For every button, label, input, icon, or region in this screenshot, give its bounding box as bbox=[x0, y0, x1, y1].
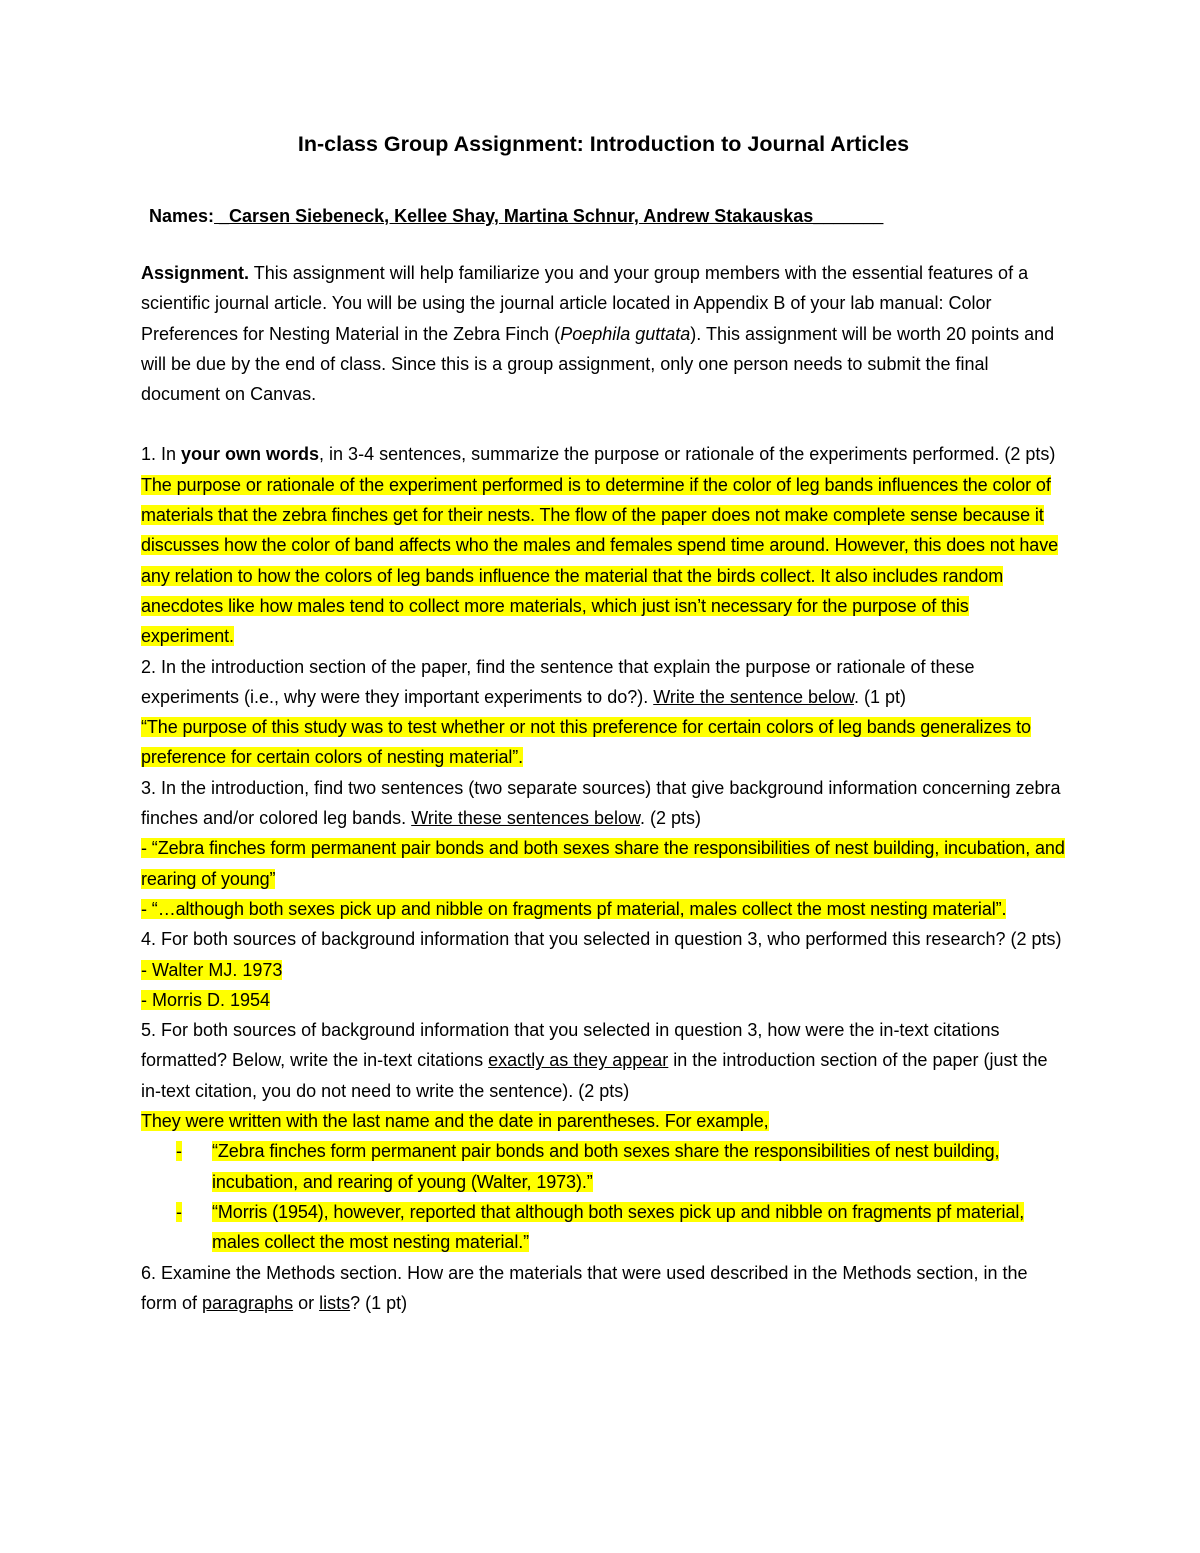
question-6-text: 6. Examine the Methods section. How are the materials that were used described in the Methods section, in the form of bbox=[141, 1262, 1028, 1313]
list-item-text-content: “Zebra finches form permanent pair bonds and both sexes share the responsibilities of nest building, incubation, and rearing of young (Walter, 1973).” bbox=[212, 1141, 1000, 1192]
answer-3b bbox=[141, 894, 1066, 924]
names-value: _Carsen Siebeneck, Kellee Shay, Martina Schnur, Andrew Stakauskas_______ bbox=[214, 206, 884, 226]
question-1 bbox=[141, 439, 1066, 469]
assignment-paragraph bbox=[141, 258, 1066, 409]
answer-1 bbox=[141, 470, 1066, 652]
answer-4a bbox=[141, 955, 1066, 985]
question-2-underline: Write the sentence below bbox=[653, 686, 855, 707]
answer-2-text: “The purpose of this study was to test whether or not this preference for certain colors of leg bands generalizes to preference for certain colors of nesting material”. bbox=[141, 717, 1031, 768]
list-dash bbox=[141, 1136, 212, 1197]
question-4: 4. For both sources of background information that you selected in question 3, who performed this research? (2 pts) bbox=[141, 929, 1062, 950]
question-6-text-end: ? (1 pt) bbox=[350, 1292, 408, 1313]
question-5-underline: exactly as they appear bbox=[488, 1050, 669, 1071]
question-6-underline-2: lists bbox=[319, 1292, 351, 1313]
question-1-emphasis: your own words bbox=[181, 444, 320, 465]
question-3-text: 3. In the introduction, find two sentences (two separate sources) that give background information concerning zebra finches and/or colored leg bands. bbox=[141, 777, 1061, 829]
question-3-text-end: . (2 pts) bbox=[639, 808, 701, 829]
question-1-text: 1. In bbox=[141, 444, 182, 465]
answer-4b bbox=[141, 985, 1066, 1015]
list-dash bbox=[141, 1197, 212, 1258]
list-dash-mark: - bbox=[176, 1141, 182, 1162]
answer-4a-text: - Walter MJ. 1973 bbox=[141, 959, 283, 980]
question-2-text-end: . (1 pt) bbox=[854, 686, 907, 707]
names-label: Names: bbox=[149, 206, 215, 226]
answer-2 bbox=[141, 712, 1066, 773]
question-5 bbox=[141, 1015, 1066, 1106]
answer-5-intro bbox=[141, 1106, 1066, 1136]
document-title: In-class Group Assignment: Introduction to Journal Articles bbox=[297, 132, 910, 156]
list-item-text bbox=[212, 1197, 1066, 1258]
document-body bbox=[141, 258, 1066, 1318]
assignment-label: Assignment. bbox=[141, 263, 250, 283]
question-2-text: 2. In the introduction section of the paper, find the sentence that explain the purpose or rationale of these experiments (i.e., why were they important experiments to do?). bbox=[141, 656, 975, 707]
answer-1-text: The purpose or rationale of the experiment performed is to determine if the color of leg bands influences the color of materials that the zebra finches get for their nests. The flow of the paper does not make complete sense because it discusses how the color of band affects who the males and females spend time around. However, this does not have any relation to how the colors of leg bands influence the material that the birds collect. It also includes random anecdotes like how males tend to collect more materials, which just isn’t necessary for the purpose of this experiment. bbox=[141, 474, 1059, 647]
answer-5-intro-text: They were written with the last name and the date in parentheses. For example, bbox=[141, 1111, 769, 1132]
list-item-text bbox=[212, 1136, 1066, 1197]
question-6-text-mid: or bbox=[293, 1292, 320, 1313]
answer-3a bbox=[141, 833, 1066, 894]
question-6 bbox=[141, 1258, 1066, 1319]
species-name: Poephila guttata bbox=[560, 323, 691, 344]
names-line bbox=[149, 201, 883, 231]
assignment-text-1: This assignment will help familiarize you and your group members with the essential features of a scientific journal article. You will be using the journal article located in Appendix B of your lab manual: Color Preferences for Nesting Material in the Zebra Finch ( bbox=[141, 263, 1029, 344]
question-5-text-end: in the introduction section of the paper (just the in-text citation, you do not need to write the sentence). (2 pts) bbox=[141, 1050, 1048, 1101]
answer-4b-text: - Morris D. 1954 bbox=[141, 989, 271, 1010]
answer-3b-text: - “…although both sexes pick up and nibble on fragments pf material, males collect the most nesting material”. bbox=[141, 898, 1007, 919]
question-3 bbox=[141, 773, 1066, 834]
list-item bbox=[141, 1136, 1066, 1197]
list-dash-mark: - bbox=[176, 1201, 182, 1222]
question-1-text-end: , in 3-4 sentences, summarize the purpose or rationale of the experiments performed. (2 pts) bbox=[319, 444, 1056, 465]
answer-3a-text: - “Zebra finches form permanent pair bonds and both sexes share the responsibilities of nest building, incubation, and rearing of young” bbox=[141, 838, 1065, 889]
list-item-text-content: “Morris (1954), however, reported that although both sexes pick up and nibble on fragments pf material, males collect the most nesting material.” bbox=[212, 1201, 1025, 1253]
question-5-text: 5. For both sources of background information that you selected in question 3, how were the in-text citations formatted? Below, write the in-text citations bbox=[141, 1020, 1000, 1071]
list-item bbox=[141, 1197, 1066, 1258]
assignment-text-2: ). This assignment will be worth 20 points and will be due by the end of class. Since this is a group assignment, only one person needs to submit the final document on Canvas. bbox=[141, 323, 1055, 405]
question-2 bbox=[141, 652, 1066, 713]
question-6-underline-1: paragraphs bbox=[202, 1292, 294, 1313]
paragraph-gap bbox=[141, 409, 1066, 439]
question-3-underline: Write these sentences below bbox=[411, 808, 640, 829]
